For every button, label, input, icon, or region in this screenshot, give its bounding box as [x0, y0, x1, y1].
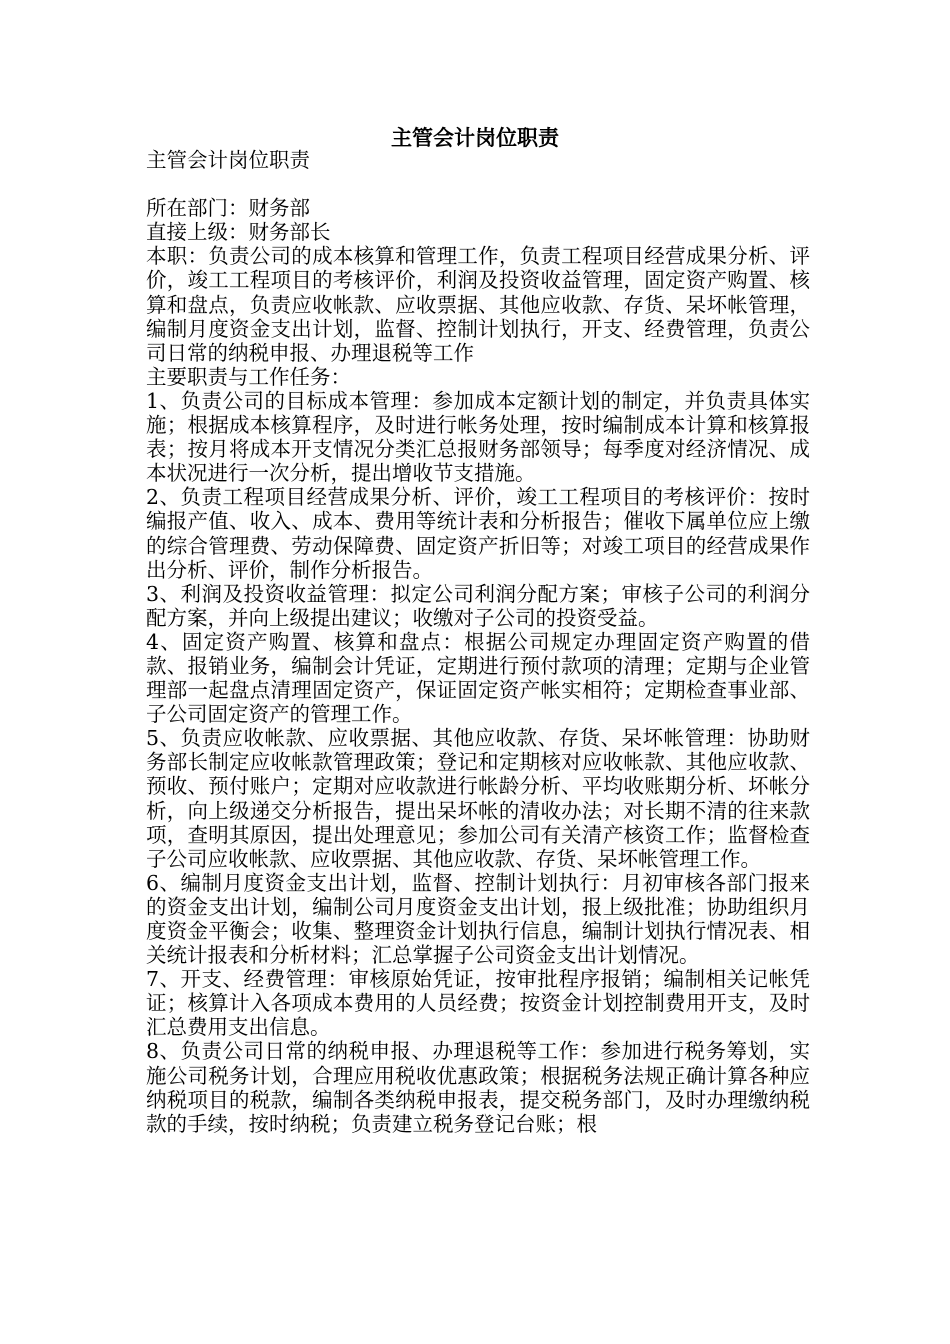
- task-item-4: 4、固定资产购置、核算和盘点：根据公司规定办理固定资产购置的借款、报销业务，编制会计凭证，定期进行预付款项的清理；定期与企业管理部一起盘点清理固定资产，保证固定资产帐实相符；定期检查事业部、子公司固定资产的管理工作。: [146, 629, 810, 727]
- tasks-heading: 主要职责与工作任务：: [146, 364, 351, 389]
- task-item-3: 3、利润及投资收益管理：拟定公司利润分配方案；审核子公司的利润分配方案，并向上级提出建议；收缴对子公司的投资受益。: [146, 581, 810, 630]
- task-item-7: 7、开支、经费管理：审核原始凭证，按审批程序报销；编制相关记帐凭证；核算计入各项成本费用的人员经费；按资金计划控制费用开支，及时汇总费用支出信息。: [146, 967, 810, 1040]
- document-subtitle: 主管会计岗位职责: [146, 148, 310, 172]
- task-item-1: 1、负责公司的目标成本管理：参加成本定额计划的制定，并负责具体实施；根据成本核算程序，及时进行帐务处理，按时编制成本计算和核算报表；按月将成本开支情况分类汇总报财务部领导；每季度对经济情况、成本状况进行一次分析，提出增收节支措施。: [146, 388, 810, 486]
- duty-paragraph: 本职：负责公司的成本核算和管理工作，负责工程项目经营成果分析、评价，竣工工程项目的考核评价，利润及投资收益管理，固定资产购置、核算和盘点，负责应收帐款、应收票据、其他应收款、存货、呆坏帐管理，编制月度资金支出计划，监督、控制计划执行，开支、经费管理，负责公司日常的纳税申报、办理退税等工作: [146, 244, 810, 365]
- document-title: 主管会计岗位职责: [391, 126, 559, 150]
- task-item-6: 6、编制月度资金支出计划，监督、控制计划执行：月初审核各部门报来的资金支出计划，编制公司月度资金支出计划，报上级批准；协助组织月度资金平衡会；收集、整理资金计划执行信息，编制计划执行情况表、相关统计报表和分析材料；汇总掌握子公司资金支出计划情况。: [146, 870, 810, 968]
- task-item-8: 8、负责公司日常的纳税申报、办理退税等工作：参加进行税务筹划，实施公司税务计划，合理应用税收优惠政策；根据税务法规正确计算各种应纳税项目的税款，编制各类纳税申报表，提交税务部门，及时办理缴纳税款的手续，按时纳税；负责建立税务登记台账；根: [146, 1039, 810, 1136]
- department-line: 所在部门：财务部: [146, 196, 310, 221]
- blank-line: [146, 172, 810, 196]
- task-item-2: 2、负责工程项目经营成果分析、评价，竣工工程项目的考核评价：按时编报产值、收入、成本、费用等统计表和分析报告；催收下属单位应上缴的综合管理费、劳动保障费、固定资产折旧等；对竣工项目的经营成果作出分析、评价，制作分析报告。: [146, 485, 810, 582]
- superior-line: 直接上级：财务部长: [146, 220, 331, 245]
- task-item-5: 5、负责应收帐款、应收票据、其他应收款、存货、呆坏帐管理：协助财务部长制定应收帐款管理政策；登记和定期核对应收帐款、其他应收款、预收、预付账户；定期对应收款进行帐龄分析、平均收账期分析、坏帐分析，向上级递交分析报告，提出呆坏帐的清收办法；对长期不清的往来款项，查明其原因，提出处理意见；参加公司有关清产核资工作；监督检查子公司应收帐款、应收票据、其他应收款、存货、呆坏帐管理工作。: [146, 726, 810, 871]
- document-body: [146, 148, 810, 1136]
